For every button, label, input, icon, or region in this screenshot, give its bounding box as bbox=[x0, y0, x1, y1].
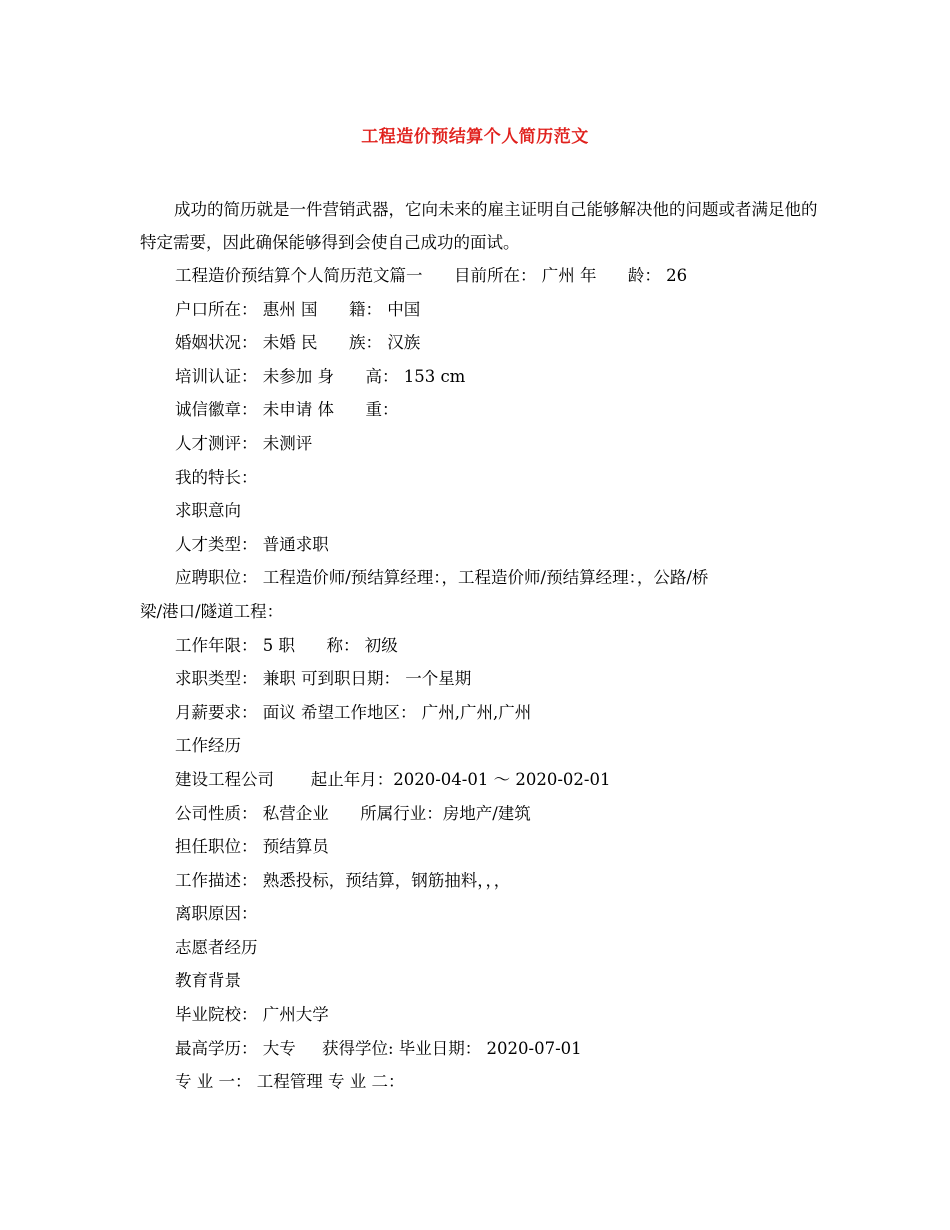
document-title: 工程造价预结算个人简历范文 bbox=[361, 127, 589, 147]
intro-paragraph: 成功的简历就是一件营销武器，它向未来的雇主证明自己能够解决他的问题或者满足他的特定需要，因此确保能够得到会使自己成功的面试。 bbox=[140, 200, 818, 252]
resume-line: 诚信徽章： 未申请 体 重： bbox=[175, 400, 399, 420]
resume-line: 培训认证： 未参加 身 高： 153 cm bbox=[175, 366, 466, 386]
resume-line: 人才测评： 未测评 bbox=[175, 433, 313, 453]
resume-line: 工程造价预结算个人简历范文篇一 目前所在： 广州 年 龄： 26 bbox=[175, 266, 688, 285]
section-heading: 求职意向 bbox=[175, 501, 241, 521]
resume-line: 户口所在： 惠州 国 籍： 中国 bbox=[175, 299, 421, 319]
resume-lines bbox=[0, 259, 950, 1099]
resume-line: 离职原因： bbox=[175, 904, 258, 924]
resume-line: 工作年限： 5 职 称： 初级 bbox=[175, 635, 398, 655]
resume-line: 担任职位： 预结算员 bbox=[175, 837, 329, 857]
resume-line: 建设工程公司 起止年月：2020-04-01 ～ 2020-02-01 bbox=[175, 769, 611, 789]
resume-line: 专 业 一： 工程管理 专 业 二： bbox=[175, 1072, 405, 1092]
resume-line: 公司性质： 私营企业 所属行业：房地产/建筑 bbox=[175, 803, 531, 823]
resume-line: 求职类型： 兼职 可到职日期： 一个星期 bbox=[175, 669, 472, 689]
resume-line: 月薪要求： 面议 希望工作地区： 广州,广州,广州 bbox=[175, 702, 532, 722]
resume-line: 工作描述： 熟悉投标，预结算，钢筋抽料，，， bbox=[175, 870, 511, 890]
resume-line-continued: 梁/港口/隧道工程： bbox=[140, 601, 284, 621]
resume-line: 毕业院校： 广州大学 bbox=[175, 1005, 329, 1025]
resume-line: 应聘职位： 工程造价师/预结算经理：，工程造价师/预结算经理：，公路/桥 bbox=[175, 568, 709, 588]
resume-line: 我的特长： bbox=[175, 467, 258, 487]
section-heading: 工作经历 bbox=[175, 736, 241, 756]
section-heading: 教育背景 bbox=[175, 971, 241, 991]
resume-line: 最高学历： 大专 获得学位: 毕业日期： 2020-07-01 bbox=[175, 1038, 582, 1058]
resume-line: 人才类型： 普通求职 bbox=[175, 534, 329, 554]
resume-line: 婚姻状况： 未婚 民 族： 汉族 bbox=[175, 333, 421, 353]
section-heading: 志愿者经历 bbox=[175, 937, 258, 957]
